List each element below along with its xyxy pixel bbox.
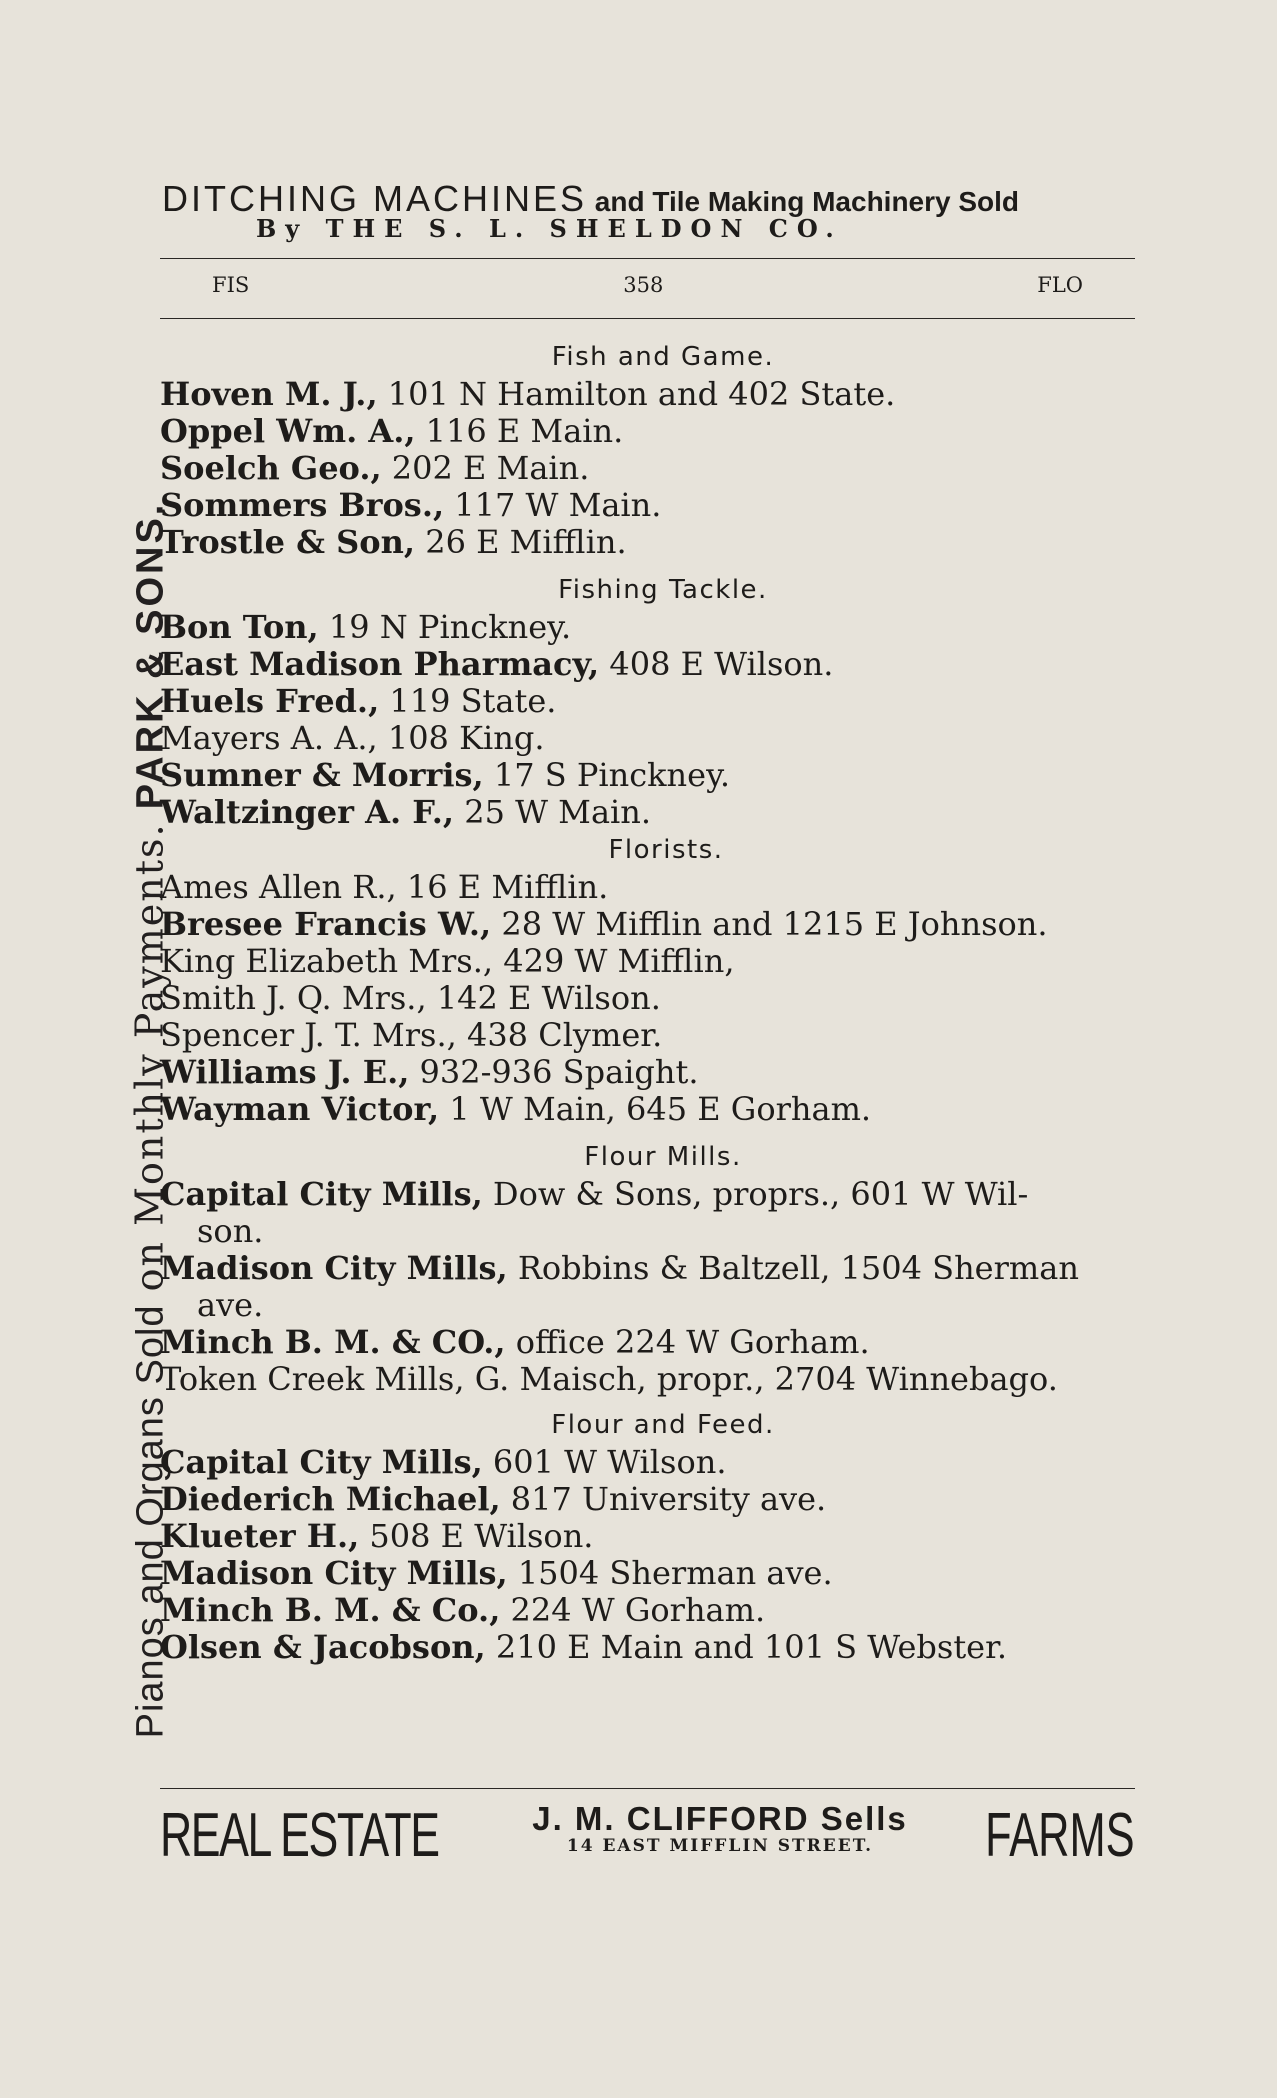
entry-address: 25 W Main. xyxy=(454,793,652,831)
list-item xyxy=(160,1324,1142,1361)
entry-address: 408 E Wilson. xyxy=(599,645,834,683)
footer-ad-center xyxy=(480,1800,960,1856)
entry-address: 932-936 Spaight. xyxy=(409,1053,699,1091)
entry-name: Soelch Geo., xyxy=(160,449,382,487)
list-item xyxy=(160,683,1142,720)
entry-name: Diederich Michael, xyxy=(160,1480,501,1518)
entry-name: Huels Fred., xyxy=(160,682,380,720)
entry-address: King Elizabeth Mrs., 429 W Mifflin, xyxy=(160,942,735,980)
entry-name: Trostle & Son, xyxy=(160,523,416,561)
entry-address: office 224 W Gorham. xyxy=(505,1323,870,1361)
entry-address: Smith J. Q. Mrs., 142 E Wilson. xyxy=(160,979,661,1017)
entry-address: 101 N Hamilton and 402 State. xyxy=(377,375,896,413)
side-ad-text-1: Pianos and Organs Sold xyxy=(129,1304,172,1739)
business-listing xyxy=(160,338,1142,1666)
list-item xyxy=(160,794,1142,831)
entry-address: 26 E Mifflin. xyxy=(415,523,627,561)
entry-name: Hoven M. J., xyxy=(160,375,378,413)
entry-address: 116 E Main. xyxy=(415,412,624,450)
entry-address: 119 State. xyxy=(379,682,557,720)
entry-address: Ames Allen R., 16 E Mifflin. xyxy=(160,868,609,906)
list-item xyxy=(160,1592,1142,1629)
list-item xyxy=(160,413,1142,450)
entry-address: 19 N Pinckney. xyxy=(318,608,572,646)
header-rule-bottom xyxy=(160,318,1135,319)
category-heading: Flour and Feed. xyxy=(551,1410,775,1440)
footer-ad-right: FARMS xyxy=(985,1801,1135,1870)
entry-address: Dow & Sons, proprs., 601 W Wil- xyxy=(482,1175,1029,1213)
entry-name: Sommers Bros., xyxy=(160,486,445,524)
header-ad-headline: DITCHING MACHINES xyxy=(162,178,588,219)
entry-address: Mayers A. A., 108 King. xyxy=(160,719,545,757)
side-ad-text-3: PARK & SONS. xyxy=(129,501,172,810)
list-item xyxy=(160,1555,1142,1592)
entry-name: Olsen & Jacobson, xyxy=(160,1628,486,1666)
running-head-left: FIS xyxy=(212,273,250,297)
entry-name: Waltzinger A. F., xyxy=(160,793,455,831)
category-heading: Fishing Tackle. xyxy=(558,575,768,605)
entry-name: Wayman Victor, xyxy=(160,1090,440,1128)
entry-name: Oppel Wm. A., xyxy=(160,412,416,450)
page-number: 358 xyxy=(623,273,664,297)
footer-ad-name: J. M. CLIFFORD Sells xyxy=(532,1800,908,1837)
entry-address: 202 E Main. xyxy=(381,449,590,487)
entry-name: Minch B. M. & CO., xyxy=(160,1323,506,1361)
list-item xyxy=(160,1091,1142,1128)
header-rule-top xyxy=(160,258,1135,259)
list-item xyxy=(160,1518,1142,1555)
category-heading: Fish and Game. xyxy=(551,342,775,372)
category-heading: Flour Mills. xyxy=(584,1142,742,1172)
entry-address: 210 E Main and 101 S Webster. xyxy=(485,1628,1008,1666)
entry-address: Robbins & Baltzell, 1504 Sherman xyxy=(507,1249,1079,1287)
list-item xyxy=(160,906,1142,943)
list-item xyxy=(160,869,1142,906)
entry-name: Bon Ton, xyxy=(160,608,319,646)
entry-continuation: son. xyxy=(197,1212,264,1250)
list-item xyxy=(160,1250,1142,1324)
entry-name: Williams J. E., xyxy=(160,1053,410,1091)
entry-continuation: ave. xyxy=(197,1286,264,1324)
running-head xyxy=(160,273,1135,297)
footer-ad-left: REAL ESTATE xyxy=(160,1801,439,1870)
entry-name: Capital City Mills, xyxy=(160,1175,483,1213)
list-item xyxy=(160,1629,1142,1666)
header-ad-subline: and Tile Making Machinery Sold xyxy=(587,186,1020,217)
entry-address: Token Creek Mills, G. Maisch, propr., 2704 Winnebago. xyxy=(160,1360,1058,1398)
list-item xyxy=(160,376,1142,413)
entry-name: Madison City Mills, xyxy=(160,1554,508,1592)
list-item xyxy=(160,980,1142,1017)
entry-address: Spencer J. T. Mrs., 438 Clymer. xyxy=(160,1016,663,1054)
footer-rule xyxy=(160,1788,1135,1789)
header-ad-line-2: By THE S. L. SHELDON CO. xyxy=(256,214,843,243)
list-item xyxy=(160,1444,1142,1481)
category-heading: Florists. xyxy=(608,835,724,865)
list-item xyxy=(160,487,1142,524)
entry-address: 817 University ave. xyxy=(500,1480,827,1518)
entry-address: 17 S Pinckney. xyxy=(483,756,731,794)
entry-name: East Madison Pharmacy, xyxy=(160,645,600,683)
entry-name: Klueter H., xyxy=(160,1517,360,1555)
list-item xyxy=(160,720,1142,757)
entry-address: 508 E Wilson. xyxy=(359,1517,594,1555)
list-item xyxy=(160,609,1142,646)
entry-name: Capital City Mills, xyxy=(160,1443,483,1481)
entry-address: 1504 Sherman ave. xyxy=(507,1554,833,1592)
list-item xyxy=(160,646,1142,683)
footer-advertisement xyxy=(160,1800,1135,1870)
entry-address: 1 W Main, 645 E Gorham. xyxy=(439,1090,872,1128)
list-item xyxy=(160,1481,1142,1518)
list-item xyxy=(160,1361,1142,1398)
entry-name: Sumner & Morris, xyxy=(160,756,484,794)
list-item xyxy=(160,757,1142,794)
entry-name: Minch B. M. & Co., xyxy=(160,1591,501,1629)
list-item xyxy=(160,943,1142,980)
entry-name: Madison City Mills, xyxy=(160,1249,508,1287)
entry-name: Bresee Francis W., xyxy=(160,905,492,943)
side-ad-text-2: on Monthly Payments. xyxy=(127,822,172,1292)
list-item xyxy=(160,1176,1142,1250)
list-item xyxy=(160,1054,1142,1091)
footer-ad-address: 14 EAST MIFFLIN STREET. xyxy=(566,1836,874,1856)
entry-address: 601 W Wilson. xyxy=(482,1443,727,1481)
list-item xyxy=(160,524,1142,561)
entry-address: 117 W Main. xyxy=(444,486,662,524)
entry-address: 28 W Mifflin and 1215 E Johnson. xyxy=(491,905,1048,943)
list-item xyxy=(160,1017,1142,1054)
entry-address: 224 W Gorham. xyxy=(500,1591,766,1629)
running-head-right: FLO xyxy=(1037,273,1083,297)
list-item xyxy=(160,450,1142,487)
